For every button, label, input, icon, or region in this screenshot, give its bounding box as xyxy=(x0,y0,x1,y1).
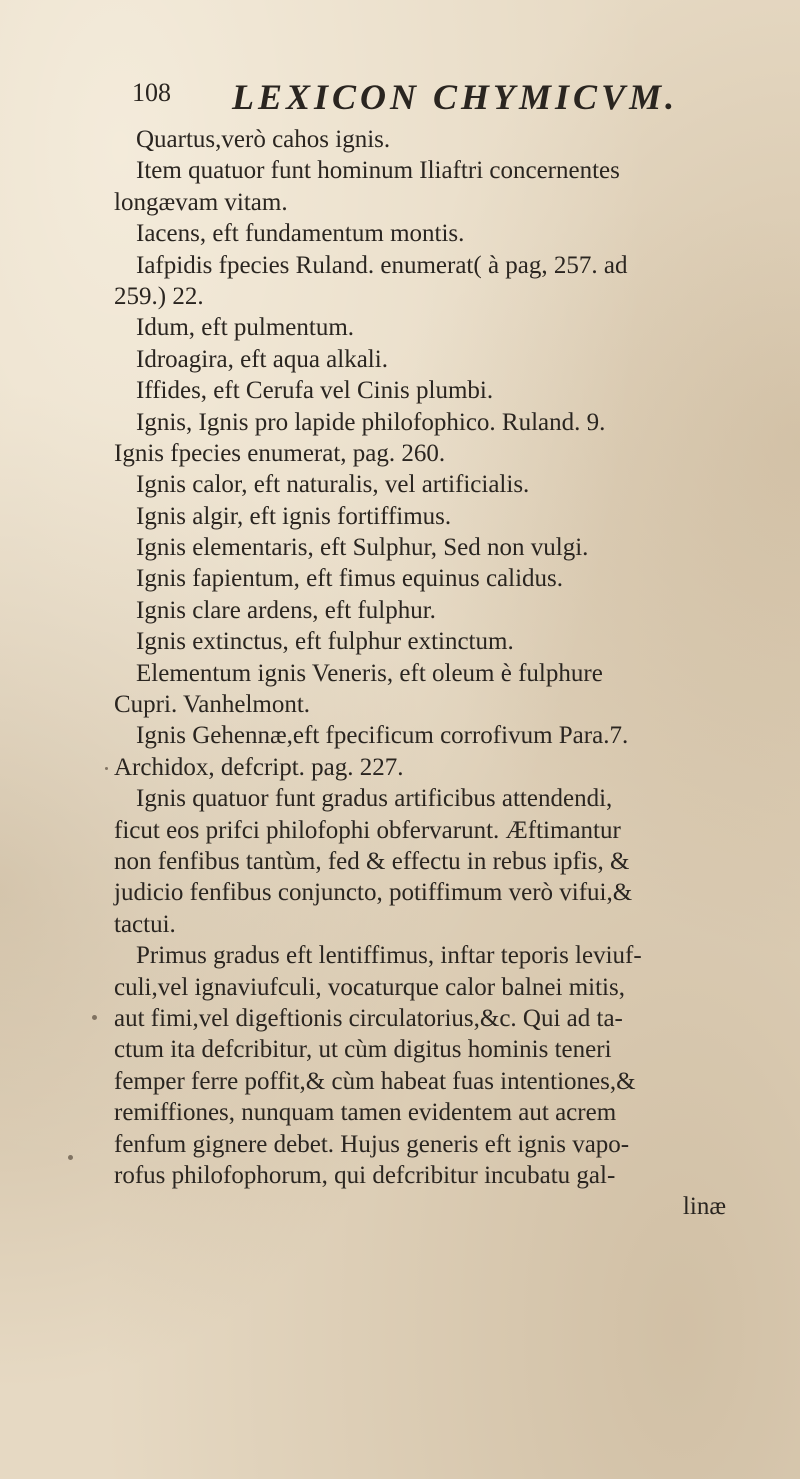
text-line: culi,vel ignaviufculi, vocaturque calor balnei mitis, xyxy=(114,973,625,1001)
text-line: Ignis elementaris, eft Sulphur, Sed non vulgi. xyxy=(136,534,589,562)
text-line: Ignis fpecies enumerat, pag. 260. xyxy=(114,439,446,467)
text-line: Cupri. Vanhelmont. xyxy=(114,691,311,719)
text-line: judicio fenfibus conjuncto, potiffimum verò vifui,& xyxy=(114,879,633,907)
text-line: Ignis algir, eft ignis fortiffimus. xyxy=(136,502,452,530)
text-line: Ignis extinctus, eft fulphur extinctum. xyxy=(136,628,514,656)
running-title: LEXICON CHYMICVM. xyxy=(232,77,679,117)
ink-speck xyxy=(105,767,108,770)
text-line: Elementum ignis Veneris, eft oleum è fulphure xyxy=(136,659,603,687)
catchword: linæ xyxy=(682,1193,726,1221)
text-line: Iafpidis fpecies Ruland. enumerat( à pag, 257. ad xyxy=(136,251,628,279)
body-text xyxy=(114,124,754,1223)
text-line: longævam vitam. xyxy=(114,188,288,216)
text-line: aut fimi,vel digeftionis circulatorius,&c. Qui ad ta- xyxy=(114,1004,623,1032)
text-line: Idum, eft pulmentum. xyxy=(136,314,355,342)
text-line: Ignis fapientum, eft fimus equinus calidus. xyxy=(136,565,564,593)
text-line: ctum ita defcribitur, ut cùm digitus hominis teneri xyxy=(114,1036,612,1064)
text-line: Primus gradus eft lentiffimus, inftar teporis leviuf- xyxy=(136,942,642,970)
text-line: Ignis, Ignis pro lapide philofophico. Ruland. 9. xyxy=(136,408,606,436)
text-line: Ignis clare ardens, eft fulphur. xyxy=(136,596,436,624)
text-line: tactui. xyxy=(114,910,176,938)
text-line: Iacens, eft fundamentum montis. xyxy=(136,220,465,248)
text-line: ficut eos prifci philofophi obfervarunt. Æftimantur xyxy=(114,816,621,844)
text-line: remiffiones, nunquam tamen evidentem aut acrem xyxy=(114,1099,617,1127)
page-header xyxy=(132,76,722,120)
text-line: femper ferre poffit,& cùm habeat fuas intentiones,& xyxy=(114,1067,636,1095)
text-line: Archidox, defcript. pag. 227. xyxy=(114,753,404,781)
text-line: Ignis quatuor funt gradus artificibus attendendi, xyxy=(136,785,613,813)
text-line: 259.) 22. xyxy=(114,282,204,310)
text-line: Iffides, eft Cerufa vel Cinis plumbi. xyxy=(136,377,494,405)
text-line: Item quatuor funt hominum Iliaftri concernentes xyxy=(136,157,620,185)
page-number: 108 xyxy=(132,78,171,107)
text-line: rofus philofophorum, qui defcribitur incubatu gal- xyxy=(114,1161,616,1189)
text-line: fenfum gignere debet. Hujus generis eft ignis vapo- xyxy=(114,1130,630,1158)
ink-speck xyxy=(92,1015,97,1020)
text-line: non fenfibus tantùm, fed & effectu in rebus ipfis, & xyxy=(114,847,630,875)
text-line: Ignis calor, eft naturalis, vel artificialis. xyxy=(136,471,530,499)
ink-speck xyxy=(68,1155,73,1160)
text-line: Quartus,verò cahos ignis. xyxy=(136,126,391,153)
text-line: Idroagira, eft aqua alkali. xyxy=(136,345,388,373)
text-line: Ignis Gehennæ,eft fpecificum corrofivum Para.7. xyxy=(136,722,629,750)
